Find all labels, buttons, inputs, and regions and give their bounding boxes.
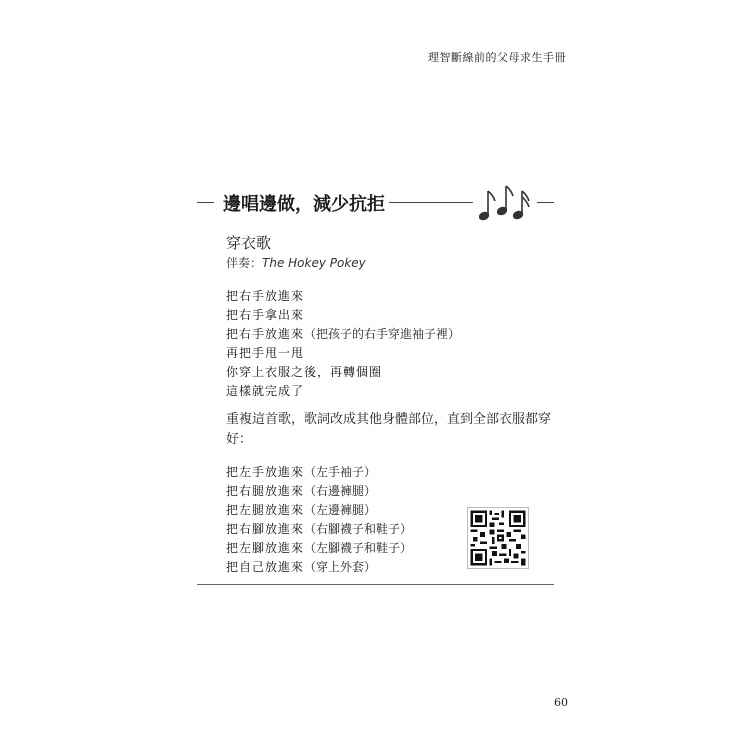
running-header: 理智斷線前的父母求生手冊 — [428, 51, 566, 64]
accompaniment-label: 伴奏： — [226, 256, 263, 270]
bottom-rule — [197, 584, 554, 585]
lyric-note: （穿上外套） — [304, 560, 377, 574]
lyric-line — [226, 287, 460, 306]
heading-rule-right — [537, 202, 554, 203]
page-number: 60 — [554, 696, 568, 709]
verse-2 — [226, 463, 412, 577]
lyric-text: 把右手拿出來 — [226, 308, 305, 322]
section-heading — [197, 183, 557, 227]
lyric-text: 把右腳放進來 — [226, 522, 305, 536]
lyric-text: 把自己放進來 — [226, 560, 305, 574]
lyric-note: （把孩子的右手穿進袖子裡） — [304, 327, 461, 341]
music-notes-icon — [475, 183, 535, 225]
lyric-line — [226, 520, 412, 539]
lyric-line — [226, 306, 460, 325]
lyric-note: （右邊褲腿） — [304, 484, 377, 498]
lyric-text: 把左腳放進來 — [226, 541, 305, 555]
lyric-line — [226, 325, 460, 344]
lyric-note: （左邊褲腿） — [304, 503, 377, 517]
qr-code-icon[interactable] — [467, 507, 529, 569]
heading-rule-left — [197, 202, 214, 203]
song-title: 穿衣歌 — [226, 234, 272, 252]
accompaniment — [226, 254, 366, 271]
lyric-text: 再把手甩一甩 — [226, 346, 305, 360]
lyric-line — [226, 344, 460, 363]
section-title: 邊唱邊做，減少抗拒 — [223, 194, 385, 215]
lyric-text: 你穿上衣服之後，再轉個圈 — [226, 365, 383, 379]
lyric-text: 把右手放進來 — [226, 327, 305, 341]
heading-rule-middle — [389, 202, 473, 203]
lyric-text: 把右手放進來 — [226, 289, 305, 303]
lyric-line — [226, 463, 412, 482]
lyric-text: 把左手放進來 — [226, 465, 305, 479]
lyric-line — [226, 501, 412, 520]
lyric-text: 把右腿放進來 — [226, 484, 305, 498]
verse-1 — [226, 287, 460, 401]
lyric-line — [226, 482, 412, 501]
lyric-note: （左腳襪子和鞋子） — [304, 541, 413, 555]
lyric-note: （左手袖子） — [304, 465, 377, 479]
lyric-line — [226, 363, 460, 382]
lyric-text: 把左腿放進來 — [226, 503, 305, 517]
lyric-line — [226, 382, 460, 401]
lyric-line — [226, 539, 412, 558]
lyric-text: 這樣就完成了 — [226, 384, 305, 398]
lyric-line — [226, 558, 412, 577]
instruction-paragraph: 重複這首歌，歌詞改成其他身體部位，直到全部衣服都穿好： — [226, 412, 552, 447]
accompaniment-song: The Hokey Pokey — [262, 256, 366, 270]
lyric-note: （右腳襪子和鞋子） — [304, 522, 413, 536]
